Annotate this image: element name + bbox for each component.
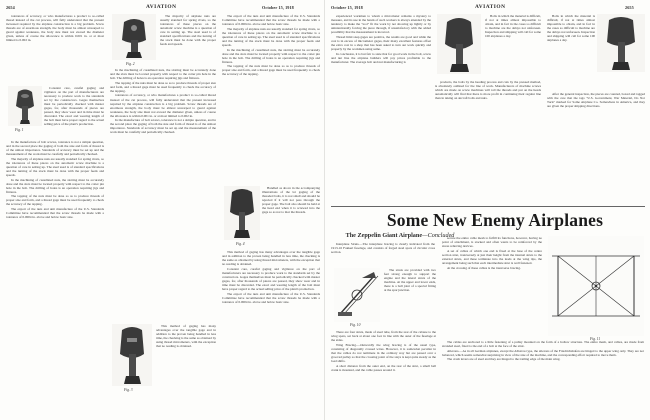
article-col2-bottom xyxy=(442,340,644,412)
left-col2-top xyxy=(160,14,216,66)
paragraph: The tapping of the nuts must be done so as to produce threads of proper size and form, and a thread gage must be used frequently to check the accuracy of the tapping. xyxy=(6,194,104,207)
article-col1-beside-fig xyxy=(384,268,436,328)
right-col2-body xyxy=(435,80,541,200)
thread-gage-illustration xyxy=(112,14,156,60)
paragraph: At the crossing of these cables is the transverse bracing. xyxy=(447,265,521,270)
paragraph: In conclusion, it is but fair to state that for good work in the bolt, screw and nut line the airplane builders will pay prices profitable to the manufacturer. The average bolt and nut manufacturing is xyxy=(331,51,431,64)
paragraph: The tapping of the nuts must be done so as to produce threads of proper size and form, and a thread gage must be used frequently to check the accuracy of the tapping. xyxy=(110,80,216,93)
figure-10 xyxy=(334,268,380,322)
figure-5 xyxy=(437,14,481,74)
left-col3-top xyxy=(222,14,320,182)
left-col3-beside-fig xyxy=(262,186,320,246)
right-col3-body xyxy=(547,92,645,202)
article-col1-bottom xyxy=(331,330,436,412)
left-running-title: AVIATION xyxy=(146,4,177,10)
fig11-caption: Fig. 11 xyxy=(590,337,601,341)
left-date: October 15, 1918 xyxy=(262,5,294,10)
paragraph: The export of the nuts and unit manufacture of the U.S. Standards Committee have recommended that the screw threads be made with a tolerance of 0.0004 in. above and below basic size. xyxy=(222,291,320,304)
paragraph: experienced workmen to whom a micrometer remains a mystery to measure, and its use in the hands of such workers is always attended by the tendency to make the "tool" fit the work by not showing up lightly or by unintentionally forcing the piece through, if unsatisfactory with the added possibility that the measurement is incorrect. xyxy=(331,14,431,35)
left-col2-bottom xyxy=(156,324,216,412)
paragraph: The tapping of the nuts must be done so as to produce threads of proper size and form, and a thread gage must be used frequently to check the accuracy of the tapping. xyxy=(222,64,320,77)
article-title: Some New Enemy Airplanes xyxy=(386,210,604,230)
paragraph: There are four struts, made of steel tube, from the rear of the cabane to the wing spars, set back at about one foot in line with the outer of the fuselage at the sides. xyxy=(331,330,436,343)
left-col1-bottom xyxy=(6,140,104,412)
paragraph: In the machining of castellated nuts, the slotting must be accurately done and the slots must be located properly with respect to the cotter pin hole in the bolt. The drilling of holes is an operation requiring jigs and fixtures. xyxy=(6,177,104,194)
paragraph: A short distance from the outer end, on the rear of the strut, a small bell crank is mounted, and the cable passes around it. xyxy=(331,363,436,372)
paragraph: Bolts in which the material is difficult, if not at times almost impossible to obtain, and in fact in the cases so difficult to machine are the delays not unforseen. Inspection and shipping will call for some 100 airplanes a day. xyxy=(485,14,541,39)
left-col1-beside-fig xyxy=(44,86,104,140)
paragraph: In the manufacture of bolt screws, tolerance is not a simple question, and in the second place the gaging of both the size and form of thread is of the utmost importance. Standards of accuracy must be set up and the measurement of the work must be carefully and periodically checked. xyxy=(110,118,216,135)
right-col2-beside-fig xyxy=(485,14,541,80)
paragraph: tolerances of accuracy, or who manufactures a product to so-called thread instead of the cut process, will fully understand that the present increased required by the airplane construction is a big problem. Screw threads are of enormous strength, the body must be almost unwarped to guard against weakness, the body size must not exceed the diameter given, unless of course the allowance is within 0.001 in. or at most limited to 0.002 in. xyxy=(6,14,104,43)
paragraph: Bolts in which the material is difficult, if not at times almost impossible to obtain, and in fact in the cases so difficult to machine are the delays not unforseen. Inspection and shipping will call for some 100 airplanes a day. xyxy=(547,14,595,43)
right-col3-beside-fig xyxy=(547,14,595,88)
headline-rule xyxy=(331,206,645,207)
paragraph: The crash levers are of steel and they are hinged to the trailing edge of the main wing. xyxy=(447,357,561,362)
snap-gage-illustration xyxy=(112,324,152,386)
strut-fitting-diagram xyxy=(334,268,380,322)
figure-11 xyxy=(548,236,644,336)
paragraph: This method of gaging has many advantages over the tangible gage and in addition to the proven being handled in less time, the checking is the same as obtained by using thread micrometers, with the exception that no reading is obtained. xyxy=(156,324,216,349)
paragraph: In the machining of castellated nuts, the slotting must be accurately done and the slots must be located properly with respect to the cotter pin hole in the bolt. The drilling of holes is an operation requiring jigs and fixtures. xyxy=(222,47,320,64)
paragraph: The majority of airplane nuts are usually standard for spring rivets, so the tolerances of these pieces on the automatic screw machine is a question of care in setting up. The steel used is of standard specifications and the turning of the stock must be done with the proper feeds and speeds. xyxy=(160,14,216,47)
right-running-title: AVIATION xyxy=(475,4,506,10)
paragraph: Interplane Struts.—The interplane bracing is clearly indicated from the 1913-16 Fokkert fuselage, and consists of forged steel spars of circular cross section. xyxy=(331,242,435,255)
paragraph: Ailerons.—As in all German airplanes, except the Albatros type, the ailerons of the Friedrichshafen are hinged to the upper wing only. They are not balanced, which seems somewhat surprising in view of the size of the machine, and the corresponding effort required to move them. xyxy=(442,348,644,357)
right-date: October 15, 1918 xyxy=(331,5,363,10)
micrometer-illustration xyxy=(224,186,260,240)
paragraph: This method of gaging has many advantages over the tangible gage and in addition to the proven being handled in less time, the checking is the same as obtained by using thread micrometers, with the exception that no reading is obtained. xyxy=(222,250,320,267)
fig2-caption: Fig. 2 xyxy=(126,62,135,66)
paragraph: After the general inspection, the pieces are counted, boxed and tagged with the care that the tags "U.S. Government, War Material, Do Not Tuck" marked for Some Airplane Co. Somewhere in America, and they are given the proper shipping directions. xyxy=(547,92,645,109)
subtitle-tail: —Concluded xyxy=(422,232,455,239)
article-col1-top xyxy=(331,242,435,268)
paragraph: The majority of airplane nuts are usually standard for spring rivets, so the tolerances of these pieces on the automatic screw machine is a question of care in setting up. The steel used is of standard specifications and the turning of the stock must be done with the proper feeds and speeds. xyxy=(222,26,320,47)
figure-3 xyxy=(112,324,152,386)
paragraph: Handled as above in the accompanying illustrations of the lot gaging of the threaded bolts, it is not small and should be rejected if it will not pass through the proper gage. The bolt also should be held at the head end when it is screwed into the gage so as not to mar the threads. xyxy=(262,186,320,215)
gage-illustration xyxy=(597,14,645,72)
right-col1 xyxy=(331,14,431,200)
fig4-caption: Fig. 4 xyxy=(236,242,245,246)
paragraph: The struts are provided with two feet strong enough to support the engine and the lateral struts of the machine. At the upper and lower ends, there is a ball joint of a special fitting at the spar junction. xyxy=(384,268,436,293)
left-col3-bottom xyxy=(222,250,320,412)
paragraph: In the machining of castellated nuts, the slotting must be accurately done and the slots must be located properly with respect to the cotter pin hole in the bolt. The drilling of holes is an operation requiring jigs and fixtures. xyxy=(110,68,216,81)
paragraph: In the manufacture of bolt screws, tolerance is not a simple question, and in the second place the gaging of both the size and form of thread is of the utmost importance. Standards of accuracy must be set up and the measurement of the work must be carefully and periodically checked. xyxy=(6,140,104,157)
gage-in-hand-illustration xyxy=(437,14,481,74)
fig1-caption: Fig. 1 xyxy=(15,128,24,132)
fig3-caption: Fig. 3 xyxy=(124,388,133,392)
figure-1 xyxy=(8,86,42,126)
paragraph: The export of the nuts and unit manufacture of the U.S. Standards Committee have recommended that the screw threads be made with a tolerance of 0.0004 in. above and below basic size. xyxy=(6,207,104,220)
right-page-number: 2655 xyxy=(625,5,634,10)
wing-bracing-diagram xyxy=(548,236,644,336)
left-page-number: 2654 xyxy=(6,5,15,10)
figure-6 xyxy=(597,14,645,72)
paragraph: The majority of airplane nuts are usually standard for spring rivets, so the tolerances of these pieces on the automatic screw machine is a question of care in setting up. The steel used is of standard specifications and the turning of the stock must be done with the proper feeds and speeds. xyxy=(6,156,104,177)
paragraph: products, the bolts by the heading process and cuts by the pressed method, is absolutely outlined for the line of work. Manufacturers of machine screws which are made on screw machines will roll the threads and put on the heads automatically will find that there is more profit in continuing their regular line than in taking on aircraft bolts and nuts. xyxy=(435,80,541,101)
paragraph: Constant care, careful gaging and vigilance on the part of manufacturers are necessary to produce work to the standards set by the constructors. Gages themselves must be periodically checked with master gages, for, after thousands of pieces are passed, they show wear and in time must be discarded. The exact and wearing length of the bolt must have proper regard to the actual selling price of the plant's production. xyxy=(222,266,320,292)
paragraph: A set of cables of which one end is fixed at the base of the centre section strut, transversely at just their height from the internal struts to the external struts, and these terminate into the leads at the wing tips, the arrangement being such that each intermediate strut is well fastened. xyxy=(442,248,542,265)
article-col2-top xyxy=(442,236,542,336)
bolt-gage-illustration xyxy=(8,86,42,126)
figure-2 xyxy=(112,14,156,60)
subtitle-text: The Zeppelin Giant Airplane xyxy=(345,232,423,239)
left-col2-body xyxy=(110,68,216,320)
paragraph: Wing Bracing.—Outwardly the wing bracing is of the usual type, consisting of diagonally crossed wires. However, it is somewhat peculiar in that the cables do not terminate in the ordinary way but are passed over a grooved pulley so that the crossing point of the stays is kept quite steady as the load shifts. xyxy=(331,342,436,363)
paragraph: Constant care, careful gaging and vigilance on the part of manufacturers are necessary to produce work to the standards set by the constructors. Gages themselves must be periodically checked with master gages, for, after thousands of pieces are passed, they show wear and in time must be discarded. The exact and wearing length of the bolt must have proper regard to the actual selling price of the plant's production. xyxy=(44,86,104,127)
fig10-caption: Fig. 10 xyxy=(350,323,361,327)
figure-4 xyxy=(224,186,260,240)
paragraph: The cables are anchored to a little fastening of a pulley mounted on the form of a hollow structure. The entire mesh, and cables, are made from stranded steel, fixed to the end of a bolt at the face of the strut. xyxy=(442,340,644,349)
paragraph: secure the entire cable mesh to fulfill its functions, however, having no point of attachment, is stacked and often wants to be reinforced by the stress relieving devices. xyxy=(442,236,542,249)
paragraph: The export of the nuts and unit manufacture of the U.S. Standards Committee have recommended that the screw threads be made with a tolerance of 0.0004 in. above and below basic size. xyxy=(222,14,320,27)
paragraph: tolerances of accuracy, or who manufactures a product to so-called thread instead of the cut process, will fully understand that the present increased required by the airplane construction is a big problem. Screw threads are of enormous strength, the body must be almost unwarped to guard against weakness, the body size must not exceed the diameter given, unless of course the allowance is within 0.001 in. or at most limited to 0.002 in. xyxy=(110,93,216,118)
paragraph: Thread limit snap gages are positive, the results are good and while the cost is in excess of micrometer gages, their many excellent features offset the extra cost in a shop that has been asked to turn out work quickly and properly by the workmen using same. xyxy=(331,34,431,51)
